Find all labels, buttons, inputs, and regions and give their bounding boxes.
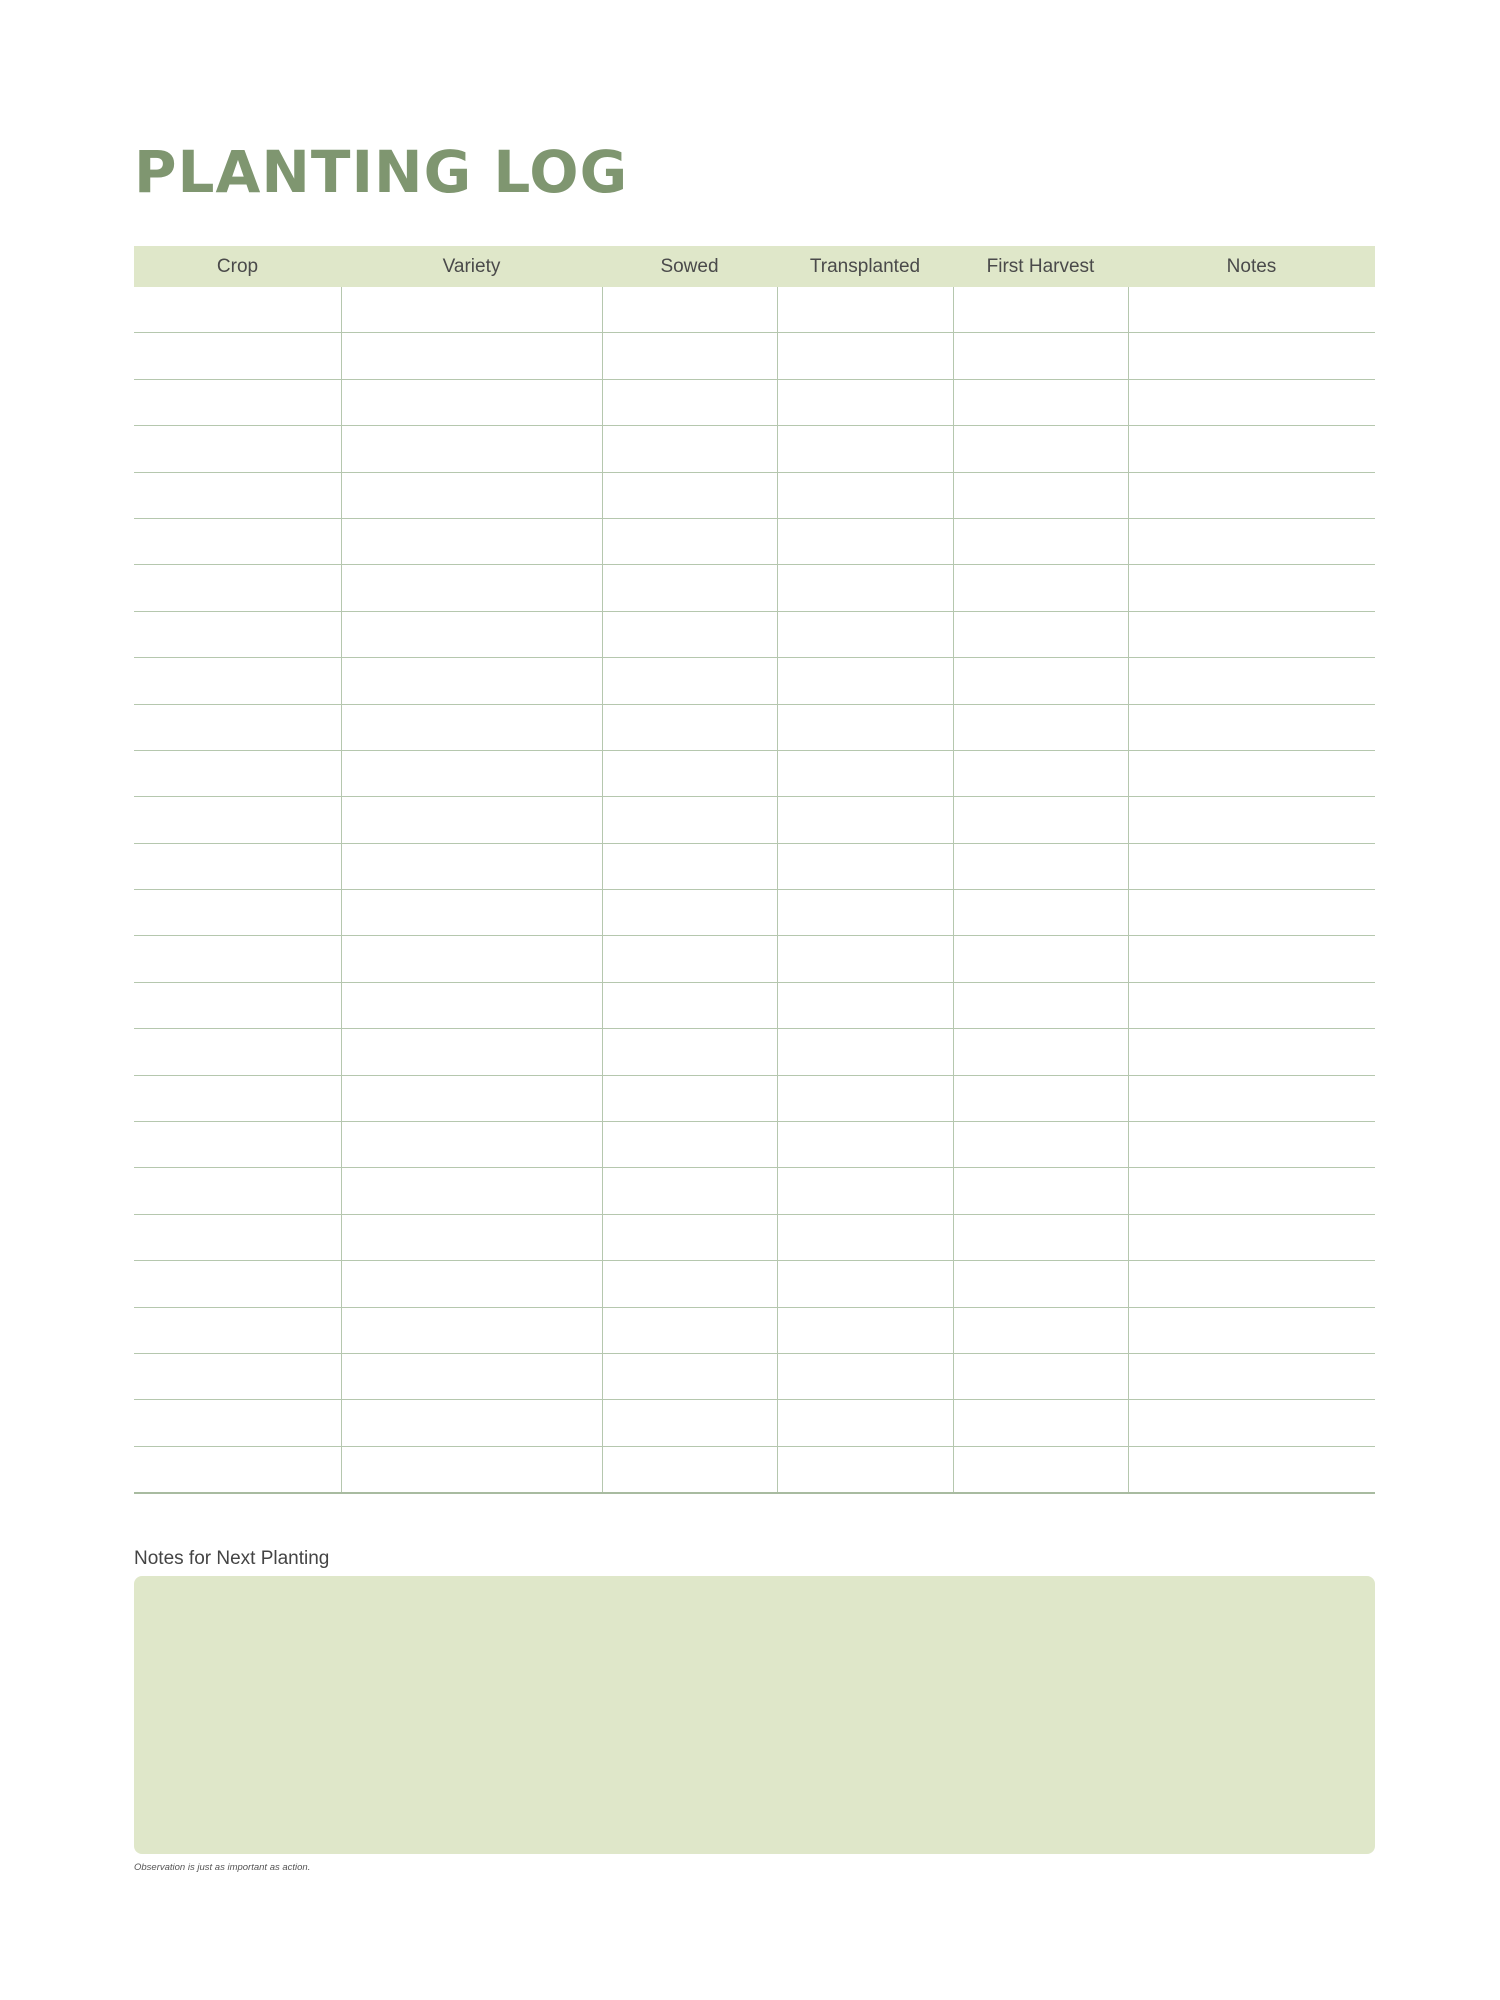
table-row xyxy=(134,1400,1375,1446)
cell-first-harvest[interactable] xyxy=(953,1122,1128,1168)
cell-first-harvest[interactable] xyxy=(953,1261,1128,1307)
cell-variety[interactable] xyxy=(341,1029,602,1075)
cell-transplanted[interactable] xyxy=(777,287,953,333)
cell-crop[interactable] xyxy=(134,426,341,472)
table-row xyxy=(134,611,1375,657)
cell-notes[interactable] xyxy=(1128,1029,1375,1075)
cell-transplanted[interactable] xyxy=(777,704,953,750)
cell-transplanted[interactable] xyxy=(777,1122,953,1168)
cell-first-harvest[interactable] xyxy=(953,379,1128,425)
table-row xyxy=(134,1307,1375,1353)
cell-first-harvest[interactable] xyxy=(953,1214,1128,1260)
cell-transplanted[interactable] xyxy=(777,611,953,657)
cell-transplanted[interactable] xyxy=(777,565,953,611)
cell-sowed[interactable] xyxy=(602,750,777,796)
table-row xyxy=(134,1168,1375,1214)
cell-sowed[interactable] xyxy=(602,611,777,657)
column-header-sowed: Sowed xyxy=(602,246,777,287)
cell-sowed[interactable] xyxy=(602,797,777,843)
table-row xyxy=(134,750,1375,796)
column-header-crop: Crop xyxy=(134,246,341,287)
cell-first-harvest[interactable] xyxy=(953,797,1128,843)
cell-notes[interactable] xyxy=(1128,287,1375,333)
cell-crop[interactable] xyxy=(134,1075,341,1121)
cell-variety[interactable] xyxy=(341,287,602,333)
cell-notes[interactable] xyxy=(1128,1214,1375,1260)
cell-crop[interactable] xyxy=(134,472,341,518)
cell-crop[interactable] xyxy=(134,287,341,333)
cell-first-harvest[interactable] xyxy=(953,890,1128,936)
cell-variety[interactable] xyxy=(341,1446,602,1493)
cell-transplanted[interactable] xyxy=(777,1168,953,1214)
cell-first-harvest[interactable] xyxy=(953,611,1128,657)
cell-transplanted[interactable] xyxy=(777,797,953,843)
cell-notes[interactable] xyxy=(1128,843,1375,889)
cell-notes[interactable] xyxy=(1128,1261,1375,1307)
column-header-variety: Variety xyxy=(341,246,602,287)
cell-transplanted[interactable] xyxy=(777,658,953,704)
cell-variety[interactable] xyxy=(341,1353,602,1399)
cell-notes[interactable] xyxy=(1128,611,1375,657)
table-row xyxy=(134,936,1375,982)
cell-sowed[interactable] xyxy=(602,1400,777,1446)
cell-crop[interactable] xyxy=(134,518,341,564)
table-row xyxy=(134,379,1375,425)
cell-sowed[interactable] xyxy=(602,1214,777,1260)
table-row xyxy=(134,426,1375,472)
cell-crop[interactable] xyxy=(134,333,341,379)
cell-transplanted[interactable] xyxy=(777,936,953,982)
cell-transplanted[interactable] xyxy=(777,1214,953,1260)
cell-variety[interactable] xyxy=(341,982,602,1028)
cell-sowed[interactable] xyxy=(602,565,777,611)
cell-transplanted[interactable] xyxy=(777,1261,953,1307)
cell-variety[interactable] xyxy=(341,1307,602,1353)
cell-sowed[interactable] xyxy=(602,1075,777,1121)
cell-first-harvest[interactable] xyxy=(953,658,1128,704)
cell-crop[interactable] xyxy=(134,1400,341,1446)
cell-first-harvest[interactable] xyxy=(953,843,1128,889)
notes-for-next-planting-box[interactable] xyxy=(134,1576,1375,1854)
cell-sowed[interactable] xyxy=(602,1029,777,1075)
cell-notes[interactable] xyxy=(1128,890,1375,936)
table-row xyxy=(134,890,1375,936)
cell-sowed[interactable] xyxy=(602,426,777,472)
cell-variety[interactable] xyxy=(341,1122,602,1168)
cell-variety[interactable] xyxy=(341,333,602,379)
cell-notes[interactable] xyxy=(1128,472,1375,518)
cell-first-harvest[interactable] xyxy=(953,1446,1128,1493)
planting-log-table xyxy=(134,246,1375,1494)
cell-crop[interactable] xyxy=(134,704,341,750)
cell-sowed[interactable] xyxy=(602,1261,777,1307)
cell-crop[interactable] xyxy=(134,982,341,1028)
cell-first-harvest[interactable] xyxy=(953,1353,1128,1399)
table-row xyxy=(134,1122,1375,1168)
table-row xyxy=(134,843,1375,889)
cell-sowed[interactable] xyxy=(602,658,777,704)
cell-notes[interactable] xyxy=(1128,1168,1375,1214)
cell-variety[interactable] xyxy=(341,565,602,611)
cell-notes[interactable] xyxy=(1128,565,1375,611)
cell-transplanted[interactable] xyxy=(777,1446,953,1493)
cell-first-harvest[interactable] xyxy=(953,565,1128,611)
cell-sowed[interactable] xyxy=(602,936,777,982)
table-row xyxy=(134,1029,1375,1075)
cell-crop[interactable] xyxy=(134,890,341,936)
cell-notes[interactable] xyxy=(1128,982,1375,1028)
cell-transplanted[interactable] xyxy=(777,426,953,472)
table-row xyxy=(134,1075,1375,1121)
cell-transplanted[interactable] xyxy=(777,1075,953,1121)
cell-variety[interactable] xyxy=(341,1075,602,1121)
cell-first-harvest[interactable] xyxy=(953,426,1128,472)
cell-variety[interactable] xyxy=(341,1168,602,1214)
table-row xyxy=(134,704,1375,750)
cell-sowed[interactable] xyxy=(602,379,777,425)
cell-notes[interactable] xyxy=(1128,426,1375,472)
cell-transplanted[interactable] xyxy=(777,1307,953,1353)
cell-first-harvest[interactable] xyxy=(953,982,1128,1028)
cell-transplanted[interactable] xyxy=(777,843,953,889)
column-header-first-harvest: First Harvest xyxy=(953,246,1128,287)
cell-sowed[interactable] xyxy=(602,1122,777,1168)
footer-quote: Observation is just as important as action. xyxy=(134,1862,311,1873)
cell-crop[interactable] xyxy=(134,1446,341,1493)
cell-transplanted[interactable] xyxy=(777,890,953,936)
table-row xyxy=(134,333,1375,379)
cell-crop[interactable] xyxy=(134,1353,341,1399)
cell-variety[interactable] xyxy=(341,379,602,425)
cell-first-harvest[interactable] xyxy=(953,750,1128,796)
cell-transplanted[interactable] xyxy=(777,982,953,1028)
cell-notes[interactable] xyxy=(1128,1075,1375,1121)
table-body xyxy=(134,287,1375,1493)
cell-notes[interactable] xyxy=(1128,797,1375,843)
cell-sowed[interactable] xyxy=(602,843,777,889)
cell-crop[interactable] xyxy=(134,1029,341,1075)
cell-sowed[interactable] xyxy=(602,1446,777,1493)
cell-notes[interactable] xyxy=(1128,1122,1375,1168)
table-row xyxy=(134,472,1375,518)
column-header-transplanted: Transplanted xyxy=(777,246,953,287)
cell-notes[interactable] xyxy=(1128,333,1375,379)
cell-transplanted[interactable] xyxy=(777,333,953,379)
cell-crop[interactable] xyxy=(134,658,341,704)
cell-variety[interactable] xyxy=(341,704,602,750)
cell-sowed[interactable] xyxy=(602,287,777,333)
cell-notes[interactable] xyxy=(1128,936,1375,982)
cell-notes[interactable] xyxy=(1128,658,1375,704)
notes-section-label: Notes for Next Planting xyxy=(134,1548,330,1569)
cell-first-harvest[interactable] xyxy=(953,704,1128,750)
cell-transplanted[interactable] xyxy=(777,472,953,518)
table-row xyxy=(134,287,1375,333)
cell-first-harvest[interactable] xyxy=(953,518,1128,564)
cell-notes[interactable] xyxy=(1128,1353,1375,1399)
table-row xyxy=(134,1353,1375,1399)
table-row xyxy=(134,1261,1375,1307)
cell-crop[interactable] xyxy=(134,936,341,982)
cell-crop[interactable] xyxy=(134,843,341,889)
cell-sowed[interactable] xyxy=(602,333,777,379)
cell-crop[interactable] xyxy=(134,797,341,843)
cell-transplanted[interactable] xyxy=(777,1400,953,1446)
cell-first-harvest[interactable] xyxy=(953,1075,1128,1121)
cell-crop[interactable] xyxy=(134,379,341,425)
column-header-notes: Notes xyxy=(1128,246,1375,287)
cell-transplanted[interactable] xyxy=(777,379,953,425)
cell-sowed[interactable] xyxy=(602,1307,777,1353)
cell-sowed[interactable] xyxy=(602,890,777,936)
cell-notes[interactable] xyxy=(1128,1400,1375,1446)
cell-first-harvest[interactable] xyxy=(953,1400,1128,1446)
cell-transplanted[interactable] xyxy=(777,1353,953,1399)
cell-first-harvest[interactable] xyxy=(953,936,1128,982)
cell-crop[interactable] xyxy=(134,1261,341,1307)
cell-first-harvest[interactable] xyxy=(953,1029,1128,1075)
cell-sowed[interactable] xyxy=(602,1353,777,1399)
cell-transplanted[interactable] xyxy=(777,750,953,796)
cell-notes[interactable] xyxy=(1128,704,1375,750)
cell-variety[interactable] xyxy=(341,797,602,843)
cell-variety[interactable] xyxy=(341,658,602,704)
cell-crop[interactable] xyxy=(134,1122,341,1168)
cell-variety[interactable] xyxy=(341,750,602,796)
cell-sowed[interactable] xyxy=(602,1168,777,1214)
table-row xyxy=(134,797,1375,843)
cell-sowed[interactable] xyxy=(602,472,777,518)
cell-notes[interactable] xyxy=(1128,1307,1375,1353)
cell-variety[interactable] xyxy=(341,843,602,889)
cell-notes[interactable] xyxy=(1128,518,1375,564)
cell-crop[interactable] xyxy=(134,1168,341,1214)
table-header-row xyxy=(134,246,1375,287)
cell-variety[interactable] xyxy=(341,611,602,657)
cell-variety[interactable] xyxy=(341,426,602,472)
table-row xyxy=(134,518,1375,564)
cell-variety[interactable] xyxy=(341,1261,602,1307)
cell-first-harvest[interactable] xyxy=(953,1307,1128,1353)
cell-first-harvest[interactable] xyxy=(953,1168,1128,1214)
cell-notes[interactable] xyxy=(1128,379,1375,425)
cell-variety[interactable] xyxy=(341,1214,602,1260)
cell-variety[interactable] xyxy=(341,890,602,936)
table-row xyxy=(134,982,1375,1028)
table-row xyxy=(134,1446,1375,1493)
cell-transplanted[interactable] xyxy=(777,1029,953,1075)
cell-notes[interactable] xyxy=(1128,750,1375,796)
cell-crop[interactable] xyxy=(134,611,341,657)
cell-crop[interactable] xyxy=(134,1307,341,1353)
cell-variety[interactable] xyxy=(341,936,602,982)
cell-crop[interactable] xyxy=(134,565,341,611)
cell-sowed[interactable] xyxy=(602,704,777,750)
table-row xyxy=(134,658,1375,704)
cell-sowed[interactable] xyxy=(602,518,777,564)
cell-first-harvest[interactable] xyxy=(953,472,1128,518)
cell-notes[interactable] xyxy=(1128,1446,1375,1493)
cell-sowed[interactable] xyxy=(602,982,777,1028)
cell-crop[interactable] xyxy=(134,750,341,796)
cell-variety[interactable] xyxy=(341,472,602,518)
page-title: PLANTING LOG xyxy=(134,138,629,206)
cell-variety[interactable] xyxy=(341,1400,602,1446)
cell-first-harvest[interactable] xyxy=(953,287,1128,333)
table-row xyxy=(134,1214,1375,1260)
cell-variety[interactable] xyxy=(341,518,602,564)
cell-transplanted[interactable] xyxy=(777,518,953,564)
table-row xyxy=(134,565,1375,611)
cell-first-harvest[interactable] xyxy=(953,333,1128,379)
cell-crop[interactable] xyxy=(134,1214,341,1260)
